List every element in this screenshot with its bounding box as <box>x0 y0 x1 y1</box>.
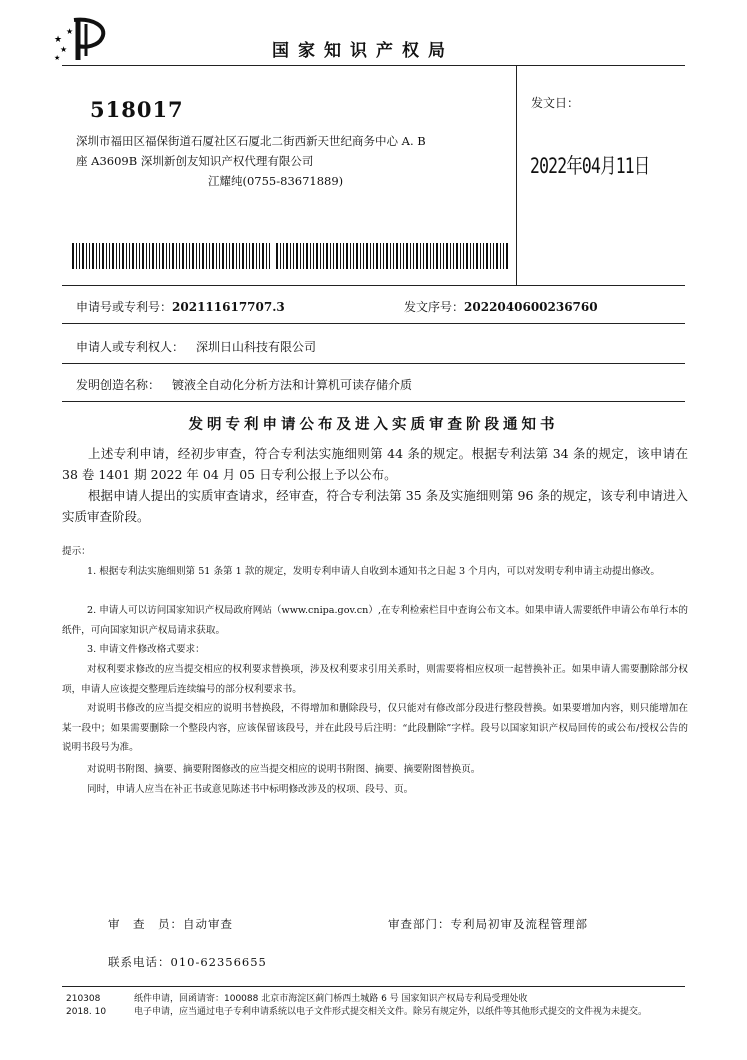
notice-paragraph-1: 上述专利申请，经初步审查，符合专利法实施细则第 44 条的规定。根据专利法第 34 条的规定，该申请在 38 卷 1401 期 2022 年 04 月 05 日专利公报上予以公布。 <box>62 446 688 482</box>
serial-number-row <box>404 298 598 315</box>
notice-title: 发明专利申请公布及进入实质审查阶段通知书 <box>188 417 559 433</box>
examiner: 审 查 员：自动审查 <box>108 917 233 931</box>
applicant: 深圳日山科技有限公司 <box>196 340 317 354</box>
invention-row <box>76 376 412 393</box>
barcode-right <box>276 243 510 269</box>
application-number-label: 申请号或专利号： <box>76 300 173 314</box>
serial-number: 2022040600236760 <box>464 300 598 314</box>
fields-rule-top <box>62 285 685 286</box>
invention-name: 镀液全自动化分析方法和计算机可读存储介质 <box>172 378 413 392</box>
svg-text:★: ★ <box>54 54 61 62</box>
recipient: 江耀纯(0755-83671889) <box>208 174 344 188</box>
notice-paragraph-2: 根据申请人提出的实质审查请求，经审查，符合专利法第 35 条及实施细则第 96 条的规定，该专利申请进入实质审查阶段。 <box>62 488 688 524</box>
address-line-2: 座 A3609B 深圳新创友知识产权代理有限公司 <box>76 154 314 168</box>
cnipa-logo-icon <box>52 16 110 62</box>
hint-item: 3. 申请文件修改格式要求： <box>87 644 205 655</box>
fields-rule-3 <box>62 401 685 402</box>
address-line-1: 深圳市福田区福保街道石厦社区石厦北二街西新天世纪商务中心 A. B <box>76 134 426 148</box>
barcode-left <box>72 243 272 269</box>
footer-rule <box>62 986 685 987</box>
postcode: 518017 <box>90 97 184 122</box>
header-rule <box>62 65 685 66</box>
footer-line-1: 纸件申请，回函请寄：100088 北京市海淀区蓟门桥西土城路 6 号 国家知识产权局专利局受理处收 <box>134 994 528 1004</box>
fields-rule-2 <box>62 363 685 364</box>
dispatch-date: 2022年04月11日 <box>530 154 650 178</box>
application-number-row <box>76 298 285 315</box>
hint-item: 1. 根据专利法实施细则第 51 条第 1 款的规定，发明专利申请人自收到本通知书之日起 3 个月内，可以对发明专利申请主动提出修改。 <box>87 566 660 577</box>
invention-label: 发明创造名称： <box>76 378 161 392</box>
serial-number-label: 发文序号： <box>404 300 465 314</box>
application-number: 202111617707.3 <box>172 300 285 314</box>
examining-department: 审查部门：专利局初审及流程管理部 <box>388 917 588 931</box>
dispatch-date-label: 发文日： <box>531 96 580 110</box>
form-code: 210308 <box>66 994 101 1004</box>
fields-rule-1 <box>62 323 685 324</box>
hint-item: 对权利要求修改的应当提交相应的权利要求替换项，涉及权利要求引用关系时，则需要将相应权项一起替换补正。如果申请人需要删除部分权项，申请人应该提交整理后连续编号的部分权利要求书。 <box>62 664 688 695</box>
footer-line-2: 电子申请，应当通过电子专利申请系统以电子文件形式提交相关文件。除另有规定外，以纸件等其他形式提交的文件视为未提交。 <box>134 1007 648 1017</box>
hint-item: 对说明书附图、摘要、摘要附图修改的应当提交相应的说明书附图、摘要、摘要附图替换页。 <box>87 764 481 775</box>
form-version: 2018. 10 <box>66 1007 107 1017</box>
svg-text:★: ★ <box>54 35 63 45</box>
hint-item: 同时，申请人应当在补正书或意见陈述书中标明修改涉及的权项、段号、页。 <box>87 784 414 795</box>
svg-text:★: ★ <box>60 45 68 54</box>
hint-item: 2. 申请人可以访问国家知识产权局政府网站（www.cnipa.gov.cn）,在专利检索栏目中查询公布文本。如果申请人需要纸件申请公布单行本的纸件，可向国家知识产权局请求获取。 <box>62 605 689 636</box>
applicant-row <box>76 338 316 355</box>
svg-text:★: ★ <box>66 27 74 36</box>
hints-label: 提示： <box>62 546 91 557</box>
hint-item: 对说明书修改的应当提交相应的说明书替换段，不得增加和删除段号，仅只能对有修改部分段进行整段替换。如果要增加内容，则只能增加在某一段中；如果需要删除一个整段内容，应该保留该段号，并在此段号后注明：“此段删除”字样。段号以国家知识产权局回传的或公布/授权公告的说明书段号为准。 <box>62 703 688 753</box>
contact-phone: 联系电话：010-62356655 <box>108 955 267 969</box>
applicant-label: 申请人或专利权人： <box>76 340 185 354</box>
office-name: 国家知识产权局 <box>272 41 454 61</box>
